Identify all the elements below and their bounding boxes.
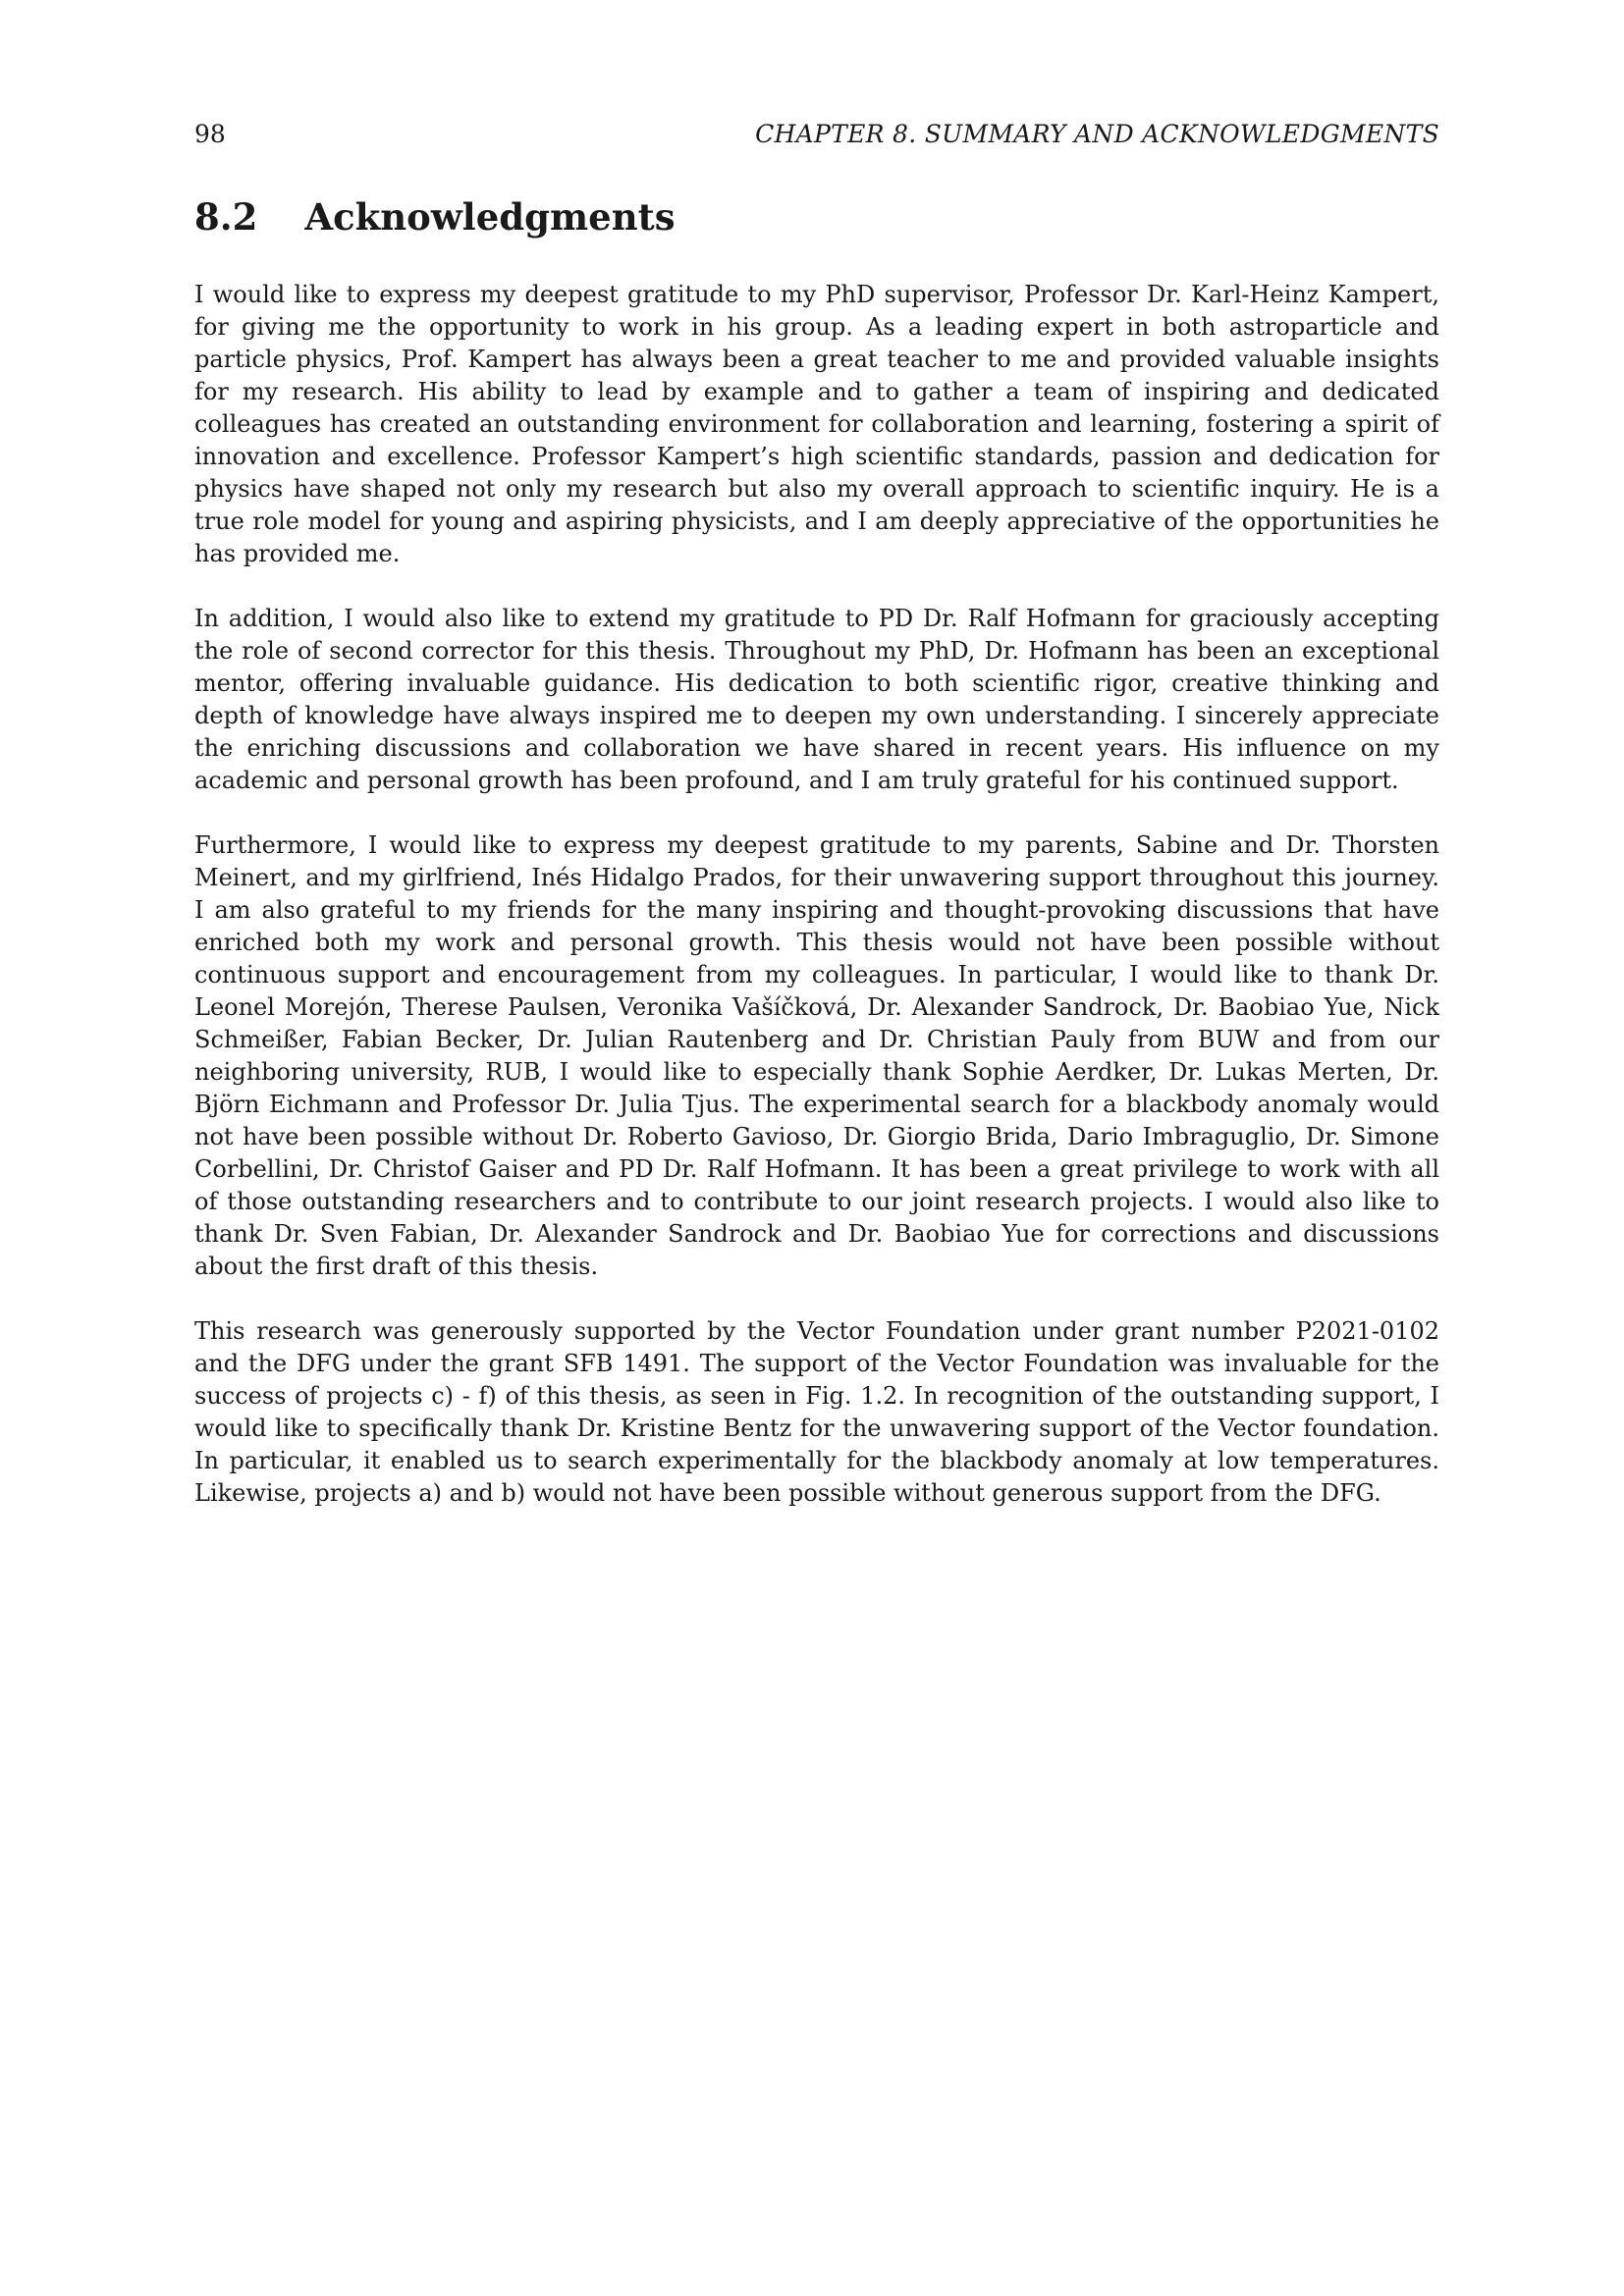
acknowledgments-body [194,279,1439,1510]
running-header [194,116,1439,153]
section-title: Acknowledgments [304,195,676,239]
section-heading [194,192,1439,241]
paragraph-second-corrector: In addition, I would also like to extend my gratitude to PD Dr. Ralf Hofmann for graciously accepting the role of second corrector for this thesis. Throughout my PhD, Dr. Hofmann has been an exceptional mentor, offering invaluable guidance. His dedication to both scientific rigor, creative thinking and depth of knowledge have always inspired me to deepen my own understanding. I sincerely appreciate the enriching discussions and collaboration we have shared in recent years. His influence on my academic and personal growth has been profound, and I am truly grateful for his continued support. [194,605,1439,794]
paragraph-family-colleagues: Furthermore, I would like to express my deepest gratitude to my parents, Sabine and Dr. Thorsten Meinert, and my girlfriend, Inés Hidalgo Prados, for their unwavering support throughout this journey. I am also grateful to my friends for the many inspiring and thought-provoking discussions that have enriched both my work and personal growth. This thesis would not have been possible without continuous support and encouragement from my colleagues. In particular, I would like to thank Dr. Leonel Morejón, Therese Paulsen, Veronika Vašíčková, Dr. Alexander Sandrock, Dr. Baobiao Yue, Nick Schmeißer, Fabian Becker, Dr. Julian Rautenberg and Dr. Christian Pauly from BUW and from our neighboring university, RUB, I would like to especially thank Sophie Aerdker, Dr. Lukas Merten, Dr. Björn Eichmann and Professor Dr. Julia Tjus. The experimental search for a blackbody anomaly would not have been possible without Dr. Roberto Gavioso, Dr. Giorgio Brida, Dario Imbraguglio, Dr. Simone Corbellini, Dr. Christof Gaiser and PD Dr. Ralf Hofmann. It has been a great privilege to work with all of those outstanding researchers and to contribute to our joint research projects. I would also like to thank Dr. Sven Fabian, Dr. Alexander Sandrock and Dr. Baobiao Yue for corrections and discussions about the first draft of this thesis. [194,831,1439,1280]
paragraph-funding: This research was generously supported by the Vector Foundation under grant number P2021-0102 and the DFG under the grant SFB 1491. The support of the Vector Foundation was invaluable for the success of projects c) - f) of this thesis, as seen in Fig. 1.2. In recognition of the outstanding support, I would like to specifically thank Dr. Kristine Bentz for the unwavering support of the Vector foundation. In particular, it enabled us to search experimentally for the blackbody anomaly at low temperatures. Likewise, projects a) and b) would not have been possible without generous support from the DFG. [194,1317,1439,1507]
document-page [194,116,1439,1542]
chapter-heading: CHAPTER 8. SUMMARY AND ACKNOWLEDGMENTS [755,120,1439,148]
page-number: 98 [194,120,226,148]
section-number: 8.2 [194,195,258,239]
paragraph-supervisor: I would like to express my deepest gratitude to my PhD supervisor, Professor Dr. Karl-Heinz Kampert, for giving me the opportunity to work in his group. As a leading expert in both astroparticle and particle physics, Prof. Kampert has always been a great teacher to me and provided valuable insights for my research. His ability to lead by example and to gather a team of inspiring and dedicated colleagues has created an outstanding environment for collaboration and learning, fostering a spirit of innovation and excellence. Professor Kampert’s high scientific standards, passion and dedication for physics have shaped not only my research but also my overall approach to scientific inquiry. He is a true role model for young and aspiring physicists, and I am deeply appreciative of the opportunities he has provided me. [194,281,1439,567]
